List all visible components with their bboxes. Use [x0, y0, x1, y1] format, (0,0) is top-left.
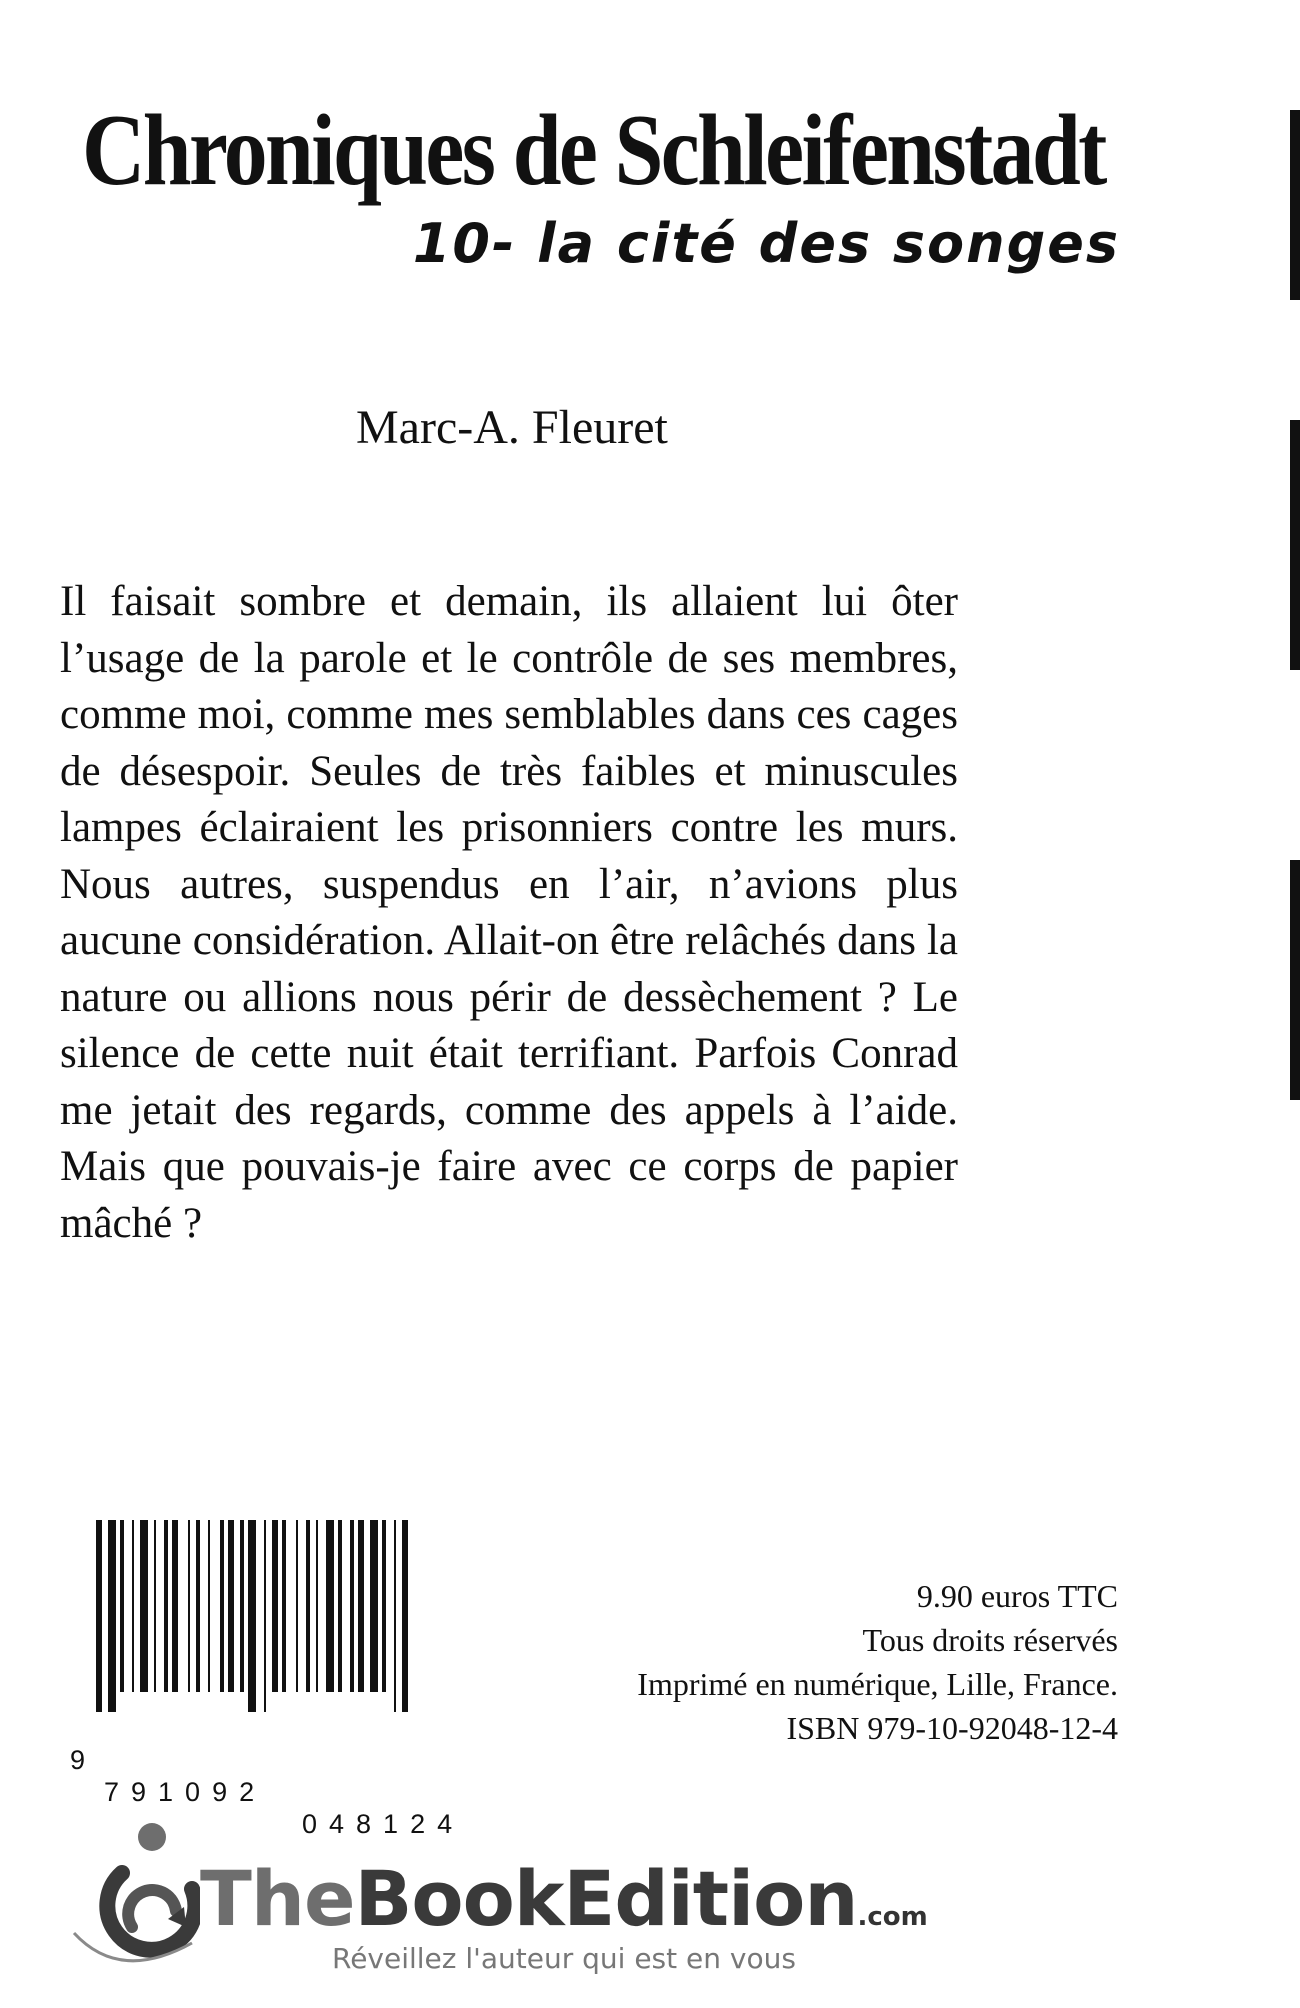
logo-tagline: Réveillez l'auteur qui est en vous	[332, 1942, 796, 1975]
barcode-bar	[296, 1520, 298, 1692]
barcode-bar	[326, 1520, 334, 1692]
barcode-bar	[240, 1520, 244, 1692]
barcode-bar	[140, 1520, 148, 1692]
barcode-first-digit: 9	[70, 1745, 86, 1775]
barcode-bar	[306, 1520, 310, 1692]
barcode-bar	[120, 1520, 124, 1692]
edge-artwork-fragment	[1290, 420, 1300, 670]
barcode-bar	[108, 1520, 116, 1712]
edge-artwork-fragment	[1290, 110, 1300, 300]
barcode-bar	[196, 1520, 200, 1692]
swirl-logo-icon	[60, 1815, 200, 1995]
blurb-text: Il faisait sombre et demain, ils allaient lui ôter l’usage de la parole et le contrôle de ses membres, comme moi, comme mes semblables dans ces cages de désespoir. Seules de très faibles et minuscules lampes éclairaient les prisonniers contre les murs. Nous autres, suspendus en l’air, n’avions plus aucune considération. Allait-on être relâchés dans la nature ou allions nous périr de dessèchement ? Le silence de cette nuit était terrifiant. Parfois Conrad me jetait des regards, comme des appels à l’aide. Mais que pouvais-je faire avec ce corps de papier mâché ?	[60, 578, 958, 1247]
barcode-bar	[188, 1520, 190, 1692]
barcode-bar	[350, 1520, 354, 1692]
publisher-info	[637, 1574, 1118, 1750]
publisher-logo	[60, 1815, 928, 1995]
book-title: Chroniques de Schleifenstadt	[82, 94, 1105, 207]
barcode-bar	[132, 1520, 134, 1692]
barcode-bar	[382, 1520, 386, 1692]
barcode-bar	[220, 1520, 224, 1692]
edge-artwork-fragment	[1290, 860, 1300, 1100]
barcode-left-group: 791092	[104, 1777, 267, 1807]
barcode-bar	[172, 1520, 178, 1692]
book-subtitle: 10- la cité des songes	[412, 212, 1120, 275]
author-name: Marc-A. Fleuret	[356, 401, 668, 454]
barcode-bar	[154, 1520, 156, 1692]
barcode-bar	[282, 1520, 286, 1692]
logo-wordmark: TheBookEdition.com	[200, 1854, 928, 1943]
front-cover-edge	[1288, 0, 1300, 2008]
barcode-bar	[228, 1520, 234, 1692]
rights-notice: Tous droits réservés	[862, 1622, 1118, 1658]
barcode-bar	[248, 1520, 256, 1712]
barcode-bar	[208, 1520, 210, 1692]
barcode-bar	[164, 1520, 168, 1692]
barcode-bar	[264, 1520, 266, 1712]
barcode-bar	[358, 1520, 364, 1692]
barcode-bars	[56, 1520, 516, 1715]
barcode-bar	[402, 1520, 408, 1712]
barcode-bar	[272, 1520, 278, 1692]
barcode-right-group: 048124	[302, 1809, 465, 1839]
price: 9.90 euros TTC	[916, 1578, 1118, 1614]
barcode-bar	[370, 1520, 378, 1692]
print-location: Imprimé en numérique, Lille, France.	[637, 1666, 1118, 1702]
barcode-bar	[316, 1520, 318, 1692]
barcode-bar	[338, 1520, 342, 1692]
barcode-bar	[96, 1520, 102, 1712]
barcode-bar	[394, 1520, 396, 1712]
isbn-number: ISBN 979-10-92048-12-4	[786, 1710, 1118, 1746]
isbn-barcode	[56, 1520, 516, 1839]
